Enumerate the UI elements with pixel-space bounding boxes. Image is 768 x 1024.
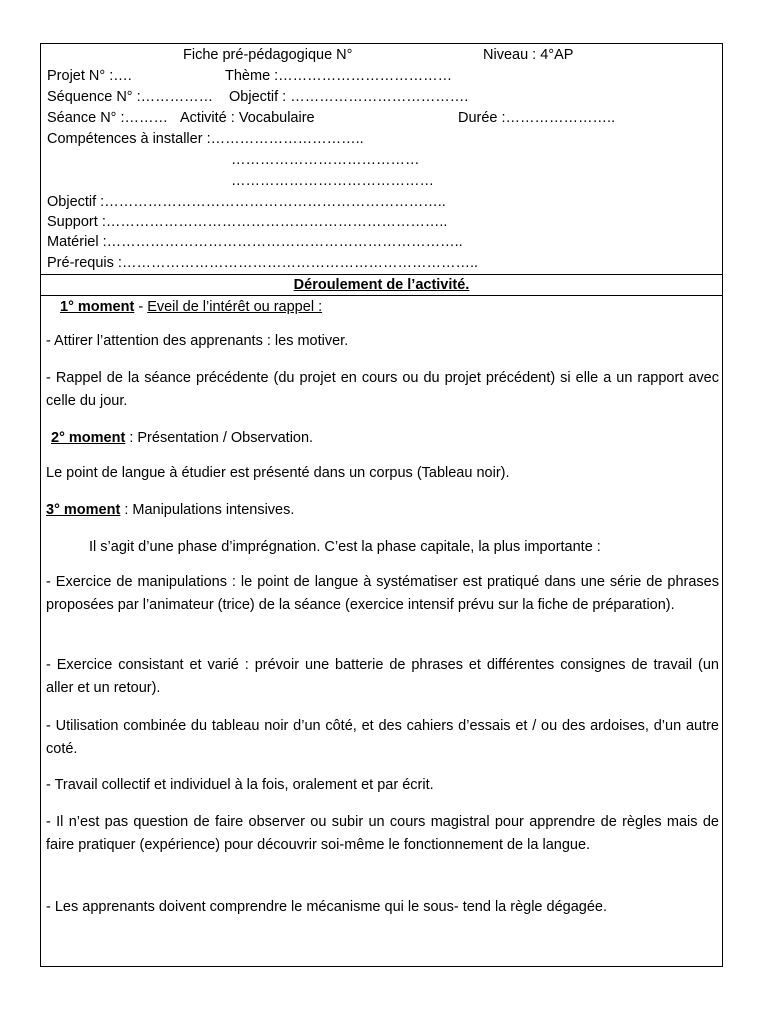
- prerequis: Pré-requis :………………………………………………………………..: [47, 255, 478, 271]
- competences: Compétences à installer :…………………………..: [47, 131, 364, 147]
- paragraph-3: Le point de langue à étudier est présenté dans un corpus (Tableau noir).: [46, 465, 510, 481]
- moment-1-label: 1° moment: [60, 299, 135, 315]
- moment-2-heading: [51, 427, 724, 450]
- moment-3-heading: [46, 499, 719, 522]
- moment-3-label: 3° moment: [46, 502, 121, 518]
- support: Support :……………………………………………………………..: [47, 214, 448, 230]
- paragraph-8: - Travail collectif et individuel à la fois, oralement et par écrit.: [46, 777, 434, 793]
- paragraph-7: - Utilisation combinée du tableau noir d’un côté, et des cahiers d’essais et / ou des ardoises, d’un autre coté.: [46, 718, 719, 757]
- competences-line-3: ……………………………………: [231, 173, 434, 189]
- paragraph-2: - Rappel de la séance précédente (du projet en cours ou du projet précédent) si elle a un rapport avec celle du jour.: [46, 370, 719, 409]
- paragraph-6: - Exercice consistant et varié : prévoir une batterie de phrases et différentes consignes de travail (un aller et un retour).: [46, 657, 719, 696]
- materiel: Matériel :………………………………………………………………..: [47, 234, 463, 250]
- objectif: Objectif :……………………………………………………………..: [47, 194, 446, 210]
- objectif-sequence: Objectif : ……………………………….: [229, 89, 469, 105]
- projet: Projet N° :….: [47, 68, 132, 84]
- deroulement-title: Déroulement de l’activité.: [41, 275, 722, 296]
- moment-2-label: 2° moment: [51, 430, 126, 446]
- fiche-number: Fiche pré-pédagogique N°: [183, 47, 353, 63]
- moment-2-title: : Présentation / Observation.: [125, 430, 314, 446]
- theme: Thème :………………………………: [225, 68, 453, 84]
- lesson-sheet: [40, 43, 723, 967]
- paragraph-10: - Les apprenants doivent comprendre le mécanisme qui le sous- tend la règle dégagée.: [46, 899, 608, 915]
- paragraph-1: - Attirer l’attention des apprenants : les motiver.: [46, 333, 349, 349]
- activite: Activité : Vocabulaire: [180, 110, 315, 126]
- competences-line-2: …………………………………: [231, 152, 420, 168]
- seance: Séance N° :………: [47, 110, 169, 126]
- duree: Durée :…………………..: [458, 110, 616, 126]
- moment-1-heading: [60, 296, 733, 319]
- paragraph-4: Il s’agit d’une phase d’imprégnation. C’est la phase capitale, la plus importante :: [89, 539, 601, 555]
- niveau: Niveau : 4°AP: [483, 47, 574, 63]
- paragraph-5: - Exercice de manipulations : le point de langue à systématiser est pratiqué dans une série de phrases proposées par l’animateur (trice) de la séance (exercice intensif prévu sur la fiche de préparation).: [46, 574, 719, 613]
- header-block: [41, 44, 722, 275]
- moment-3-title: : Manipulations intensives.: [120, 502, 295, 518]
- moment-1-title: Eveil de l’intérêt ou rappel :: [147, 299, 323, 315]
- moment-1-sep: -: [134, 299, 148, 315]
- sequence: Séquence N° :……………: [47, 89, 214, 105]
- paragraph-9: - Il n’est pas question de faire observer ou subir un cours magistral pour apprendre de règles mais de faire pratiquer (expérience) pour découvrir soi-même le fonctionnement de la langue.: [46, 814, 719, 853]
